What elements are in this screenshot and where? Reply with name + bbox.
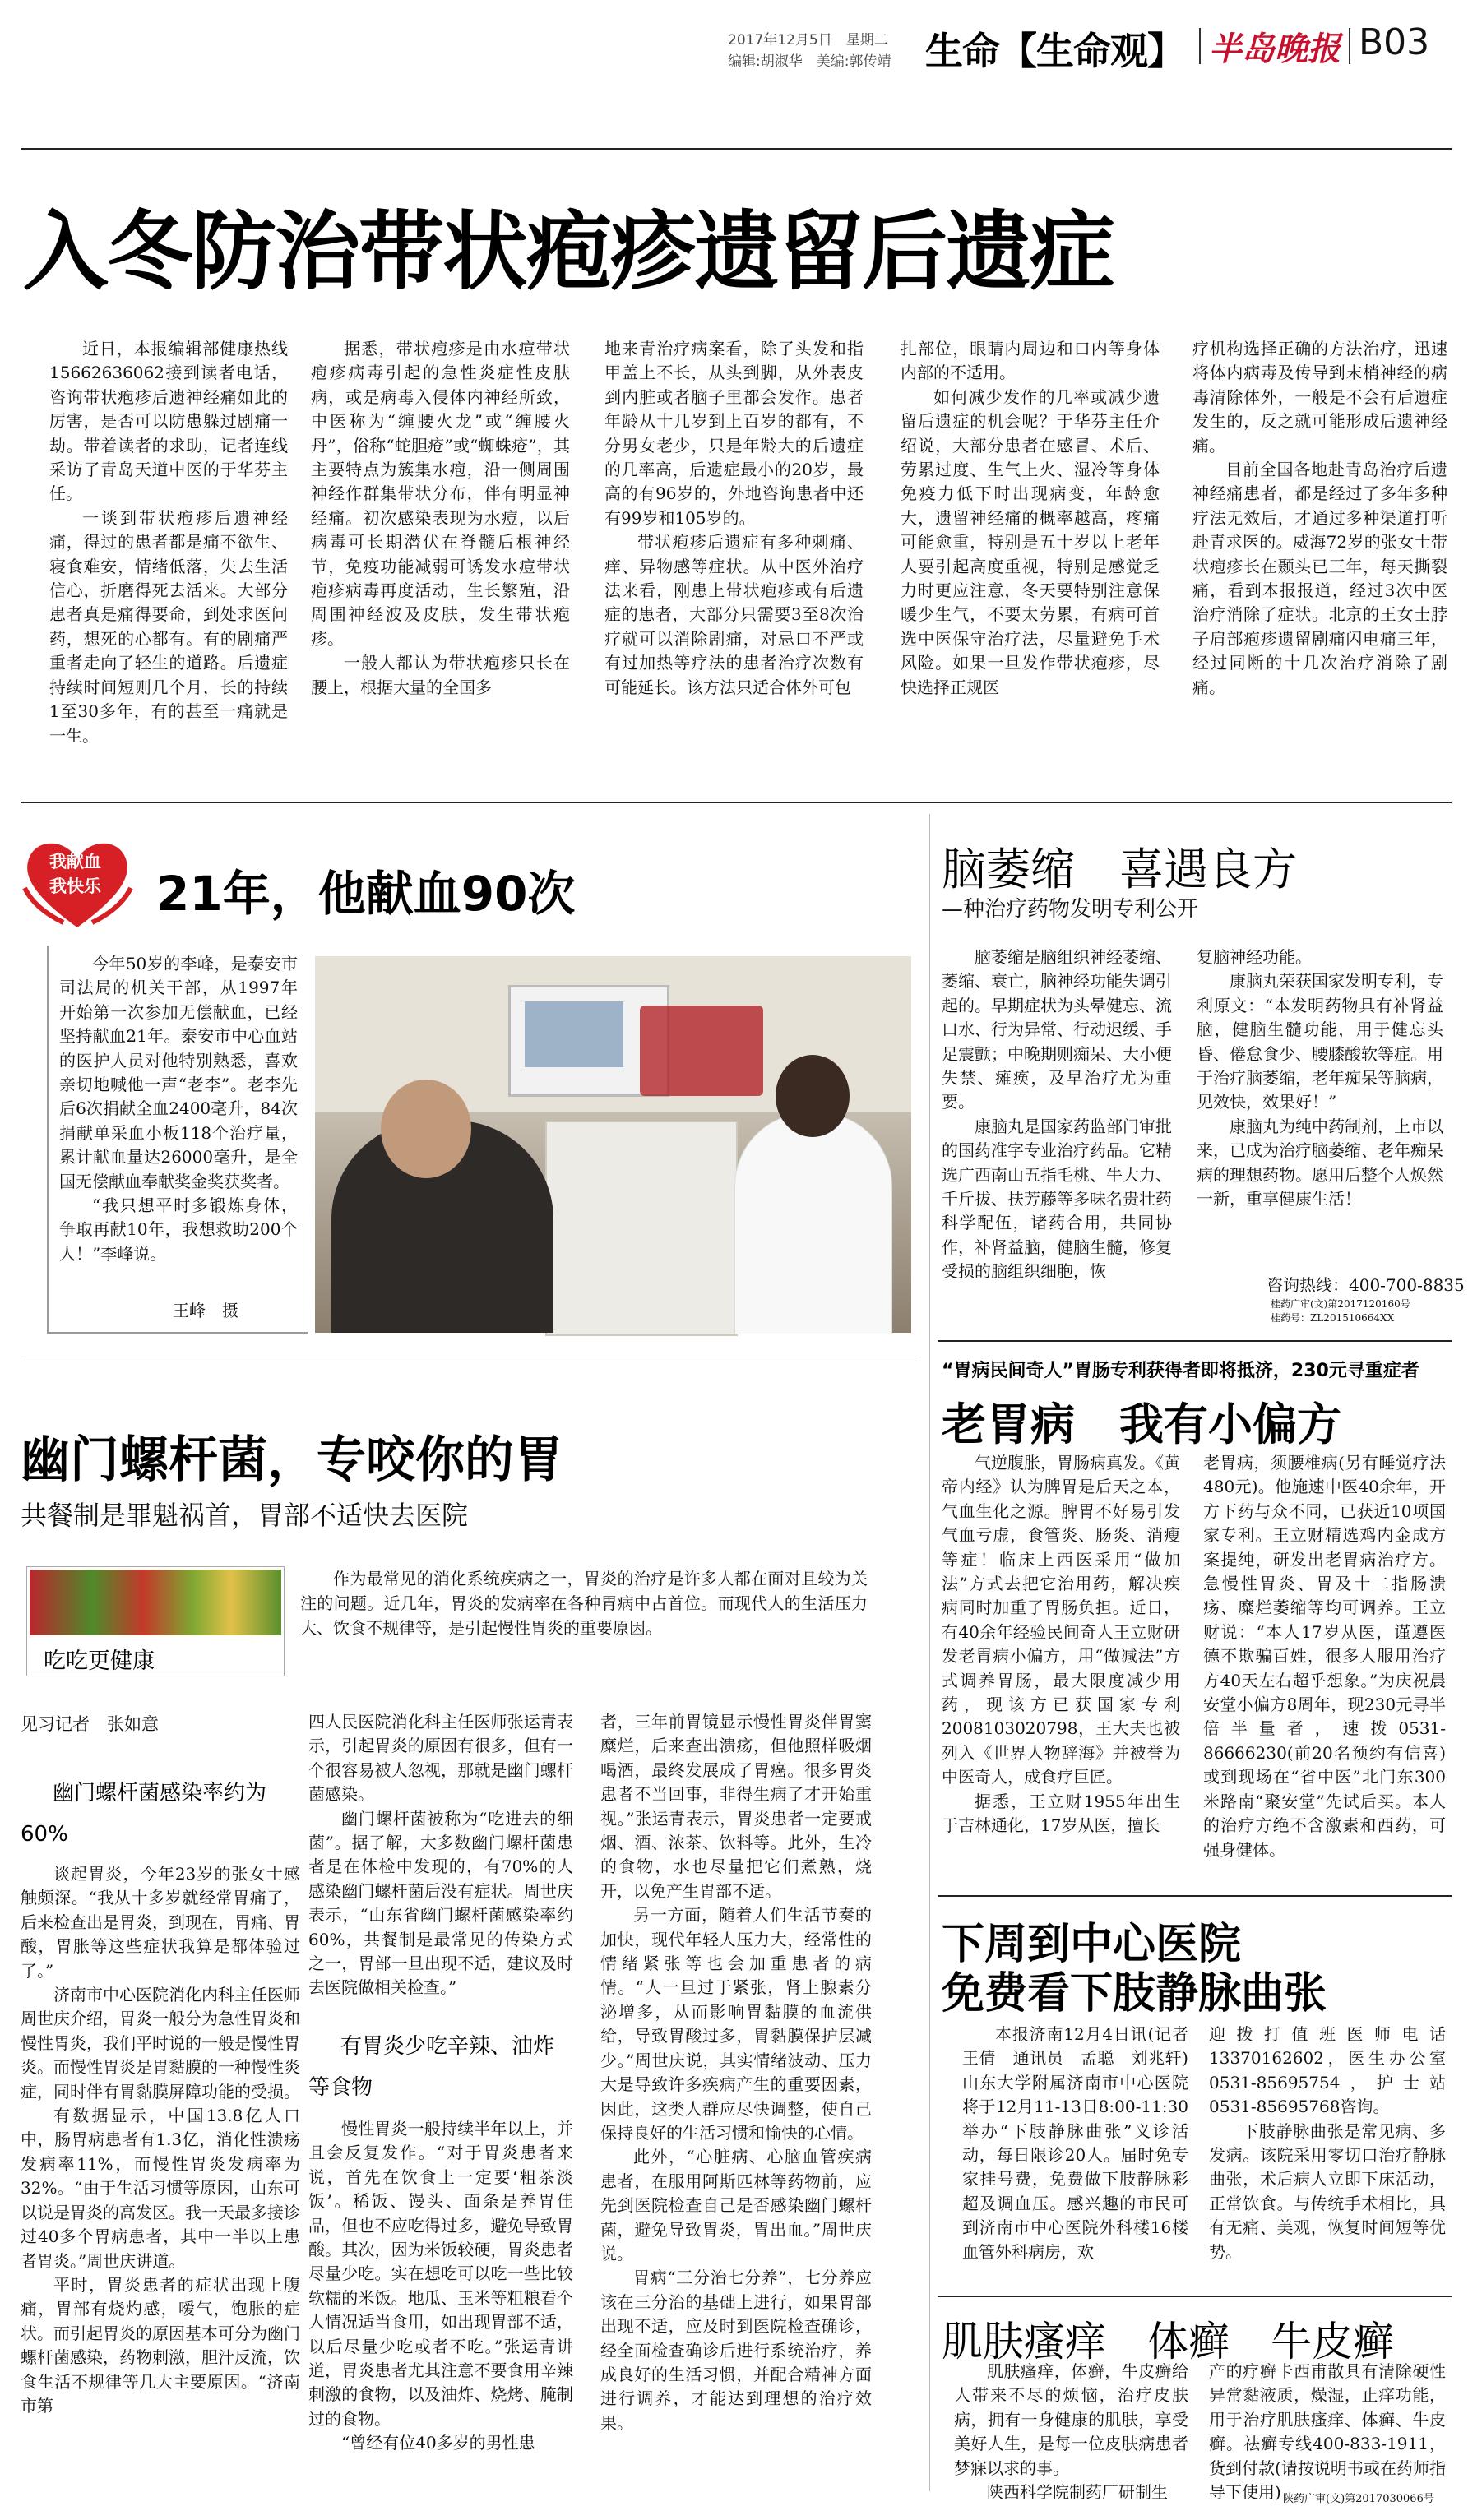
header-rule	[21, 148, 1452, 150]
vein-col-1	[962, 2023, 1205, 2294]
blood-bags	[640, 1006, 763, 1096]
skin-col-1-p1: 肌肤瘙痒，体癣，牛皮癣给人带来不尽的烦恼，治疗皮肤病，拥有一身健康的肌肤，享受美好人生，是每一位皮肤病患者梦寐以求的事。	[954, 2361, 1188, 2478]
brain-col-2-p3: 康脑丸为纯中药制剂，上市以来，已成为治疗脑萎缩、老年痴呆病的理想药物。愿用后整个人焕然一新，重享健康生活！	[1197, 1116, 1443, 1209]
photo-credit: 王峰 摄	[173, 1301, 238, 1320]
main-col-4	[901, 337, 1160, 765]
hp-col-1-p4: 平时，胃炎患者的症状出现上腹痛，胃部有烧灼感，嗳气，饱胀的症状。而引起胃炎的原因基本可分为幽门螺杆菌感染，药物刺激，胆汁反流，饮食生活不规律等几大主要原因。“济南市第	[21, 2274, 300, 2416]
hp-col-2b-p1: 慢性胃炎一般持续半年以上，并且会反复发作。“对于胃炎患者来说，首先在饮食上一定要‘粗茶淡饭’。稀饭、馒头、面条是养胃佳品，但也不应吃得过多，避免导致胃酸。其次，因为米饭较硬，胃炎患者尽量少吃。实在想吃可以吃一些比较软糯的米饭。地瓜、玉米等粗粮看个人情况适当食用，如出现胃部不适，以后尽量少吃或者不吃。”张运青讲道，胃炎患者尤其注意不要食用辛辣刺激的食物，以及油炸、烧烤、腌制过的食物。	[308, 2119, 573, 2429]
skin-col-1-p2: 陕西科学院制药厂研制生	[987, 2482, 1168, 2503]
skin-headline: 肌肤瘙痒 体癣 牛皮癣	[942, 2318, 1394, 2365]
hp-lead-p: 作为最常见的消化系统疾病之一，胃炎的治疗是许多人都在面对且较为关注的问题。近几年，胃炎的发病率在各种胃病中占首位。而现代人的生活压力大、饮食不规律等，是引起慢性胃炎的重要原因。	[300, 1569, 868, 1638]
blood-p2: “我只想平时多锻炼身体，争取再献10年，我想救助200个人！”李峰说。	[59, 1195, 298, 1264]
main-col-1-p2: 一谈到带状疱疹后遗神经痛，得过的患者都是痛不欲生、寝食难安，情绪低落，失去生活信心，折磨得死去活来。大部分患者真是痛得要命，到处求医问药，想死的心都有。有的剧痛严重者走向了轻生的道路。后遗症持续时间短则几个月，长的持续1至30多年，有的甚至一痛就是一生。	[49, 507, 288, 746]
main-col-5-p1: 疗机构选择正确的方法治疗，迅速将体内病毒及传导到末梢神经的病毒清除体外，一般是不会有后遗症发生的，反之就可能形成后遗神经痛。	[1192, 339, 1447, 455]
vein-col-2-p1: 迎拨打值班医师电话13370162602，医生办公室0531-85695754，护士站0531-85695768咨询。	[1209, 2024, 1446, 2117]
main-bottom-rule	[21, 802, 1452, 803]
brain-col-2-p2: 康脑丸荣获国家发明专利，专利原文：“本发明药物具有补肾益脑，健脑生髓功能，用于健忘头昏、倦怠食少、腰膝酸软等症。用于治疗脑萎缩，老年痴呆等脑病，见效快，效果好！”	[1197, 971, 1443, 1112]
donor-head	[381, 1080, 471, 1178]
vein-headline-2: 免费看下肢静脉曲张	[942, 1969, 1327, 2018]
header-date: 2017年12月5日 星期二	[728, 32, 888, 49]
brain-approval-2: 桂药号：ZL201510664XX	[1271, 1312, 1395, 1324]
brain-hotline: 咨询热线：400-700-8835	[1267, 1275, 1465, 1295]
header-editor: 编辑:胡淑华 美编:郭传靖	[728, 53, 891, 70]
vein-col-2	[1209, 2023, 1446, 2294]
main-col-2-p2: 一般人都认为带状疱疹只长在腰上，根据大量的全国多	[311, 653, 570, 697]
blood-headline: 21年，他献血90次	[156, 866, 576, 922]
blood-body	[59, 952, 298, 1297]
stomach-headline: 老胃病 我有小偏方	[942, 1399, 1341, 1450]
main-headline: 入冬防治带状疱疹遗留后遗症	[23, 201, 1114, 302]
brain-col-1-p1: 脑萎缩是脑组织神经萎缩、萎缩、衰亡，脑神经功能失调引起的。早期症状为头晕健忘、流口水、行为异常、行动迟缓、手足震颤；中晚期则痴呆、大小便失禁、瘫痪，及早治疗尤为重要。	[942, 947, 1172, 1112]
banner-label: 吃吃更健康	[44, 1648, 155, 1674]
badge-line-1: 我献血	[49, 852, 101, 872]
healthy-eating-banner	[26, 1566, 285, 1676]
right-column-divider	[929, 814, 930, 2491]
main-col-3	[604, 337, 864, 765]
vein-headline-1: 下周到中心医院	[942, 1920, 1242, 1969]
vegetable-image	[30, 1570, 281, 1635]
main-col-5-p2: 目前全国各地赴青岛治疗后遗神经痛患者，都是经过了多年多种疗法无效后，才通过多种渠道打听赴青求医的。威海72岁的张女士带状疱疹长在颞头已三年，每天撕裂痛，看到本报报道，经过3次中医治疗消除了症状。北京的王女士脖子肩部疱疹遗留剧痛闪电痛三年，经过同断的十几次治疗消除了剧痛。	[1192, 460, 1447, 697]
skin-approval: 陕药广审(文)第2017030066号	[1283, 2493, 1434, 2505]
hp-col-3-p4: 胃病“三分治七分养”，七分养应该在三分治的基础上进行，如果胃部出现不适，应及时到医院检查确诊，经全面检查确诊后进行系统治疗，养成良好的生活习惯，并配合精神方面进行调养，才能达到理想的治疗效果。	[600, 2268, 872, 2433]
hp-col-3-p2: 另一方面，随着人们生活节奏的加快，现代年轻人压力大，经常性的情绪紧张等也会加重患者的病情。“人一旦过于紧张，肾上腺素分泌增多，从而影响胃黏膜的血流供给，导致胃酸过多，胃黏膜保护层减少。”周世庆说，其实情绪波动、压力大是导致许多疾病产生的重要因素，因此，这类人群应尽快调整，使自己保持良好的生活习惯和愉快的心情。	[600, 1905, 872, 2143]
vein-col-1-p1: 本报济南12月4日讯(记者王倩 通讯员 孟聪 刘兆轩) 山东大学附属济南市中心医院将于12月11-13日8:00-11:30举办“下肢静脉曲张”义诊活动，每日限诊20人。届时免专家挂号费，免费做下肢静脉彩超及调血压。感兴趣的市民可到济南市中心医院外科楼16楼血管外科病房，欢	[962, 2024, 1205, 2262]
brain-subtitle: —种治疗药物发明专利公开	[942, 897, 1199, 922]
nurse-head	[776, 1055, 850, 1137]
stomach-col-2	[1203, 1451, 1446, 1887]
hp-subhead-1: 幽门螺杆菌感染率约为60%	[21, 1781, 267, 1847]
brain-col-1-p2: 康脑丸是国家药监部门审批的国药准字专业治疗药品。它精选广西南山五指毛桃、牛大力、千斤拔、扶芳藤等多味名贵壮药科学配伍，诸药合用，共同协作，补肾益脑，健脑生髓，修复受损的脑组织细胞，恢	[942, 1116, 1172, 1282]
hp-col-3-p3: 此外，“心脏病、心脑血管疾病患者，在服用阿斯匹林等药物前，应先到医院检查自己是否感染幽门螺杆菌，避免导致胃炎，胃出血。”周世庆说。	[600, 2147, 872, 2263]
hp-col-2b-p2: “曾经有位40多岁的男性患	[341, 2433, 535, 2453]
main-col-2	[311, 337, 570, 765]
main-col-1-p1: 近日，本报编辑部健康热线15662636062接到读者电话，咨询带状疱疹后遗神经痛如此的厉害，是否可以防患躲过剧痛一劫。带着读者的求助，记者连线采访了青岛天道中医的于华芬主任。	[49, 339, 288, 504]
main-col-5	[1192, 337, 1447, 765]
brain-col-1	[942, 946, 1172, 1332]
brain-col-2-p1: 复脑神经功能。	[1197, 947, 1312, 967]
badge-line-2: 我快乐	[49, 876, 101, 896]
hp-col-2-p2: 幽门螺杆菌被称为“吃进去的细菌”。据了解，大多数幽门螺杆菌患者是在体检中发现的，有70%的人感染幽门螺杆菌后没有症状。周世庆表示，“山东省幽门螺杆菌感染率约60%，共餐制是最常见的传染方式之一，胃部一旦出现不适，建议及时去医院做相关检查。”	[308, 1808, 573, 1998]
hp-subhead-2: 有胃炎少吃辛辣、油炸等食物	[308, 2034, 555, 2100]
main-col-2-p1: 据悉，带状疱疹是由水痘带状疱疹病毒引起的急性炎症性皮肤病，或是病毒入侵体内神经所致，中医称为“缠腰火龙”或“缠腰火丹”，俗称“蛇胆疮”或“蜘蛛疮”，其主要特点为簇集水疱，沿一侧周围神经作群集带状分布，伴有明显神经痛。初次感染表现为水痘，以后病毒可长期潜伏在脊髓后根神经节，免疫功能减弱可诱发水痘带状疱疹病毒再度活动，生长繁殖，沿周围神经波及皮肤，发生带状疱疹。	[311, 339, 570, 649]
main-col-4-p1: 扎部位，眼睛内周边和口内等身体内部的不适用。	[901, 339, 1160, 383]
hp-col-2	[308, 1710, 573, 1998]
header-divider-1	[1199, 28, 1201, 64]
nurse-figure	[734, 1112, 892, 1334]
vein-col-2-p2: 下肢静脉曲张是常见病、多发病。该院采用零切口治疗静脉曲张，术后病人立即下床活动，正常饮食。与传统手术相比，具有无痛、美观，恢复时间短等优势。	[1209, 2120, 1446, 2262]
hp-reporter: 见习记者 张如意	[21, 1714, 159, 1734]
hp-col-2b	[308, 2117, 573, 2512]
brain-col-2	[1197, 946, 1443, 1274]
hp-lead	[300, 1566, 868, 1673]
hp-col-1-p1: 谈起胃炎，今年23岁的张女士感触颇深。“我从十多岁就经常胃痛了，后来检查出是胃炎，到现在，胃痛、胃酸，胃胀等这些症状我算是都体验过了。”	[21, 1864, 300, 1981]
stomach-col-1	[942, 1451, 1180, 1887]
brain-bottom-rule	[938, 1340, 1452, 1342]
hp-subtitle: 共餐制是罪魁祸首，胃部不适快去医院	[21, 1500, 469, 1531]
blood-donation-photo	[315, 956, 911, 1333]
skin-col-2-p1: 产的疗癣卡西甫散具有清除硬性异常黏液质，燥湿，止痒功能，用于治疗肌肤瘙痒、体癣、牛皮癣。祛癣专线400-833-1911，货到付款(请按说明书或在药师指导下使用)	[1209, 2361, 1446, 2503]
hp-col-2-p1: 四人民医院消化科主任医师张运青表示，引起胃炎的原因有很多，但有一个很容易被人忽视，那就是幽门螺杆菌感染。	[308, 1712, 573, 1805]
hp-col-3-p1: 者，三年前胃镜显示慢性胃炎伴胃窦糜烂，后来查出溃疡，但他照样吸烟喝酒，最终发展成了胃癌。很多胃炎患者不当回事，非得生病了才开始重视。”张运青表示，胃炎患者一定要戒烟、酒、浓茶、饮料等。此外，生冷的食物，水也尽量把它们煮熟，烧开，以免产生胃部不适。	[600, 1712, 872, 1901]
main-col-4-p2: 如何减少发作的几率或减少遗留后遗症的机会呢？于华芬主任介绍说，大部分患者在感冒、术后、劳累过度、生气上火、湿冷等身体免疫力低下时出现病变，年龄愈大，遗留神经痛的概率越高，疼痛可能愈重，特别是五十岁以上老年人要引起高度重视，特别是感觉乏力时更应注意，冬天要特别注意保暖少生气，不要太劳累，有病可首选中医保守治疗法，尽量避免手术风险。如果一旦发作带状疱疹，尽快选择正规医	[901, 386, 1160, 697]
paper-logo: 半岛晚报	[1209, 30, 1341, 68]
stomach-col-1-p1: 气逆腹胀，胃肠病真发。《黄帝内经》认为脾胃是后天之本，气血生化之源。脾胃不好易引发气血亏虚，食管炎、肠炎、消瘦等症！临床上西医采用“做加法”方式去把它治用药，解决疾病同时加重了胃肠负担。近日，有40余年经验民间奇人王立财研发老胃病小偏方，用“做减法”方式调养胃肠，最大限度减少用药，现该方已获国家专利2008103020798，王大夫也被列入《世界人物辞海》并被誉为中医奇人，成食疗巨匠。	[942, 1453, 1180, 1787]
section-title: 生命【生命观】	[925, 29, 1184, 73]
apheresis-screen	[525, 1001, 623, 1067]
vein-bottom-rule	[938, 2296, 1452, 2297]
skin-col-1	[954, 2360, 1188, 2508]
main-col-3-p2: 带状疱疹后遗症有多种刺痛、痒、异物感等症状。从中医外治疗法来看，刚患上带状疱疹或有后遗症的患者，大部分只需要3至8次治疗就可以消除剧痛，对忌口不严或有过加热等疗法的患者治疗次数有可能延长。该方法只适合体外可包	[604, 532, 864, 697]
stomach-bottom-rule	[938, 1895, 1452, 1897]
main-col-1	[49, 337, 288, 765]
stomach-col-2-p1: 老胃病，须腰椎病(另有睡觉疗法480元)。他施速中医40余年，开方下药与众不同，已获近10项国家专利。王立财精选鸡内金成方案提纯，研发出老胃病治疗方。急慢性胃炎、胃及十二指肠溃疡、糜烂萎缩等均可调养。王立财说：“本人17岁从医，谨遵医德不欺骗百姓，很多人服用治疗方40天左右超乎想象。”为庆祝晨安堂小偏方8周年，现230元寻半倍半量者，速拨0531-86666230(前20名预约有信喜)或到现场在“省中医”北门东300米路南“聚安堂”先试后买。本人的治疗方绝不含激素和西药，可强身健体。	[1203, 1453, 1446, 1860]
hp-col-3	[600, 1710, 872, 2512]
brain-headline: 脑萎缩 喜遇良方	[942, 844, 1297, 895]
hp-col-1-p3: 有数据显示，中国13.8亿人口中，肠胃病患者有1.3亿，消化性溃疡发病率11%，而慢性胃炎发病率为32%。“由于生活习惯等原因，山东可以说是胃炎的高发区。我一天最多接诊过40多个胃病患者，其中一半以上患者胃炎。”周世庆讲道。	[21, 2106, 300, 2271]
blood-p1: 今年50岁的李峰，是泰安市司法局的机关干部，从1997年开始第一次参加无偿献血，已经坚持献血21年。泰安市中心血站的医护人员对他特别熟悉，喜欢亲切地喊他一声“老李”。老李先后6次捐献全血2400毫升，84次捐献单采血小板118个治疗量，累计献血量达26000毫升，是全国无偿献血奉献奖金奖获奖者。	[59, 954, 298, 1191]
header-divider-2	[1349, 28, 1350, 64]
stomach-kicker: “胃病民间奇人”胃肠专利获得者即将抵济，230元寻重症者	[942, 1361, 1419, 1381]
brain-approval-1: 桂药广审(文)第2017120160号	[1271, 1298, 1410, 1310]
hp-headline: 幽门螺杆菌，专咬你的胃	[21, 1431, 563, 1489]
hp-col-1-p2: 济南市中心医院消化内科主任医师周世庆介绍，胃炎一般分为急性胃炎和慢性胃炎，我们平时说的一般是慢性胃炎。而慢性胃炎是胃黏膜的一种慢性炎症，同时伴有胃黏膜屏障功能的受损。	[21, 1985, 300, 2102]
hp-col-1	[21, 1862, 300, 2512]
machine-body	[545, 1121, 738, 1336]
page-number: B03	[1359, 21, 1430, 63]
heart-hands-icon	[18, 830, 137, 933]
stomach-col-1-p2: 据悉，王立财1955年出生于吉林通化，17岁从医，擅长	[942, 1791, 1180, 1836]
main-col-3-p1: 地来青治疗病案看，除了头发和指甲盖上不长，从头到脚，从外表皮到内脏或者脑子里都会发作。患者年龄从十几岁到上百岁的都有，不分男女老少，只是年龄大的后遗症的几率高，后遗症最小的20岁，最高的有96岁的，外地咨询患者中还有99岁和105岁的。	[604, 339, 864, 528]
